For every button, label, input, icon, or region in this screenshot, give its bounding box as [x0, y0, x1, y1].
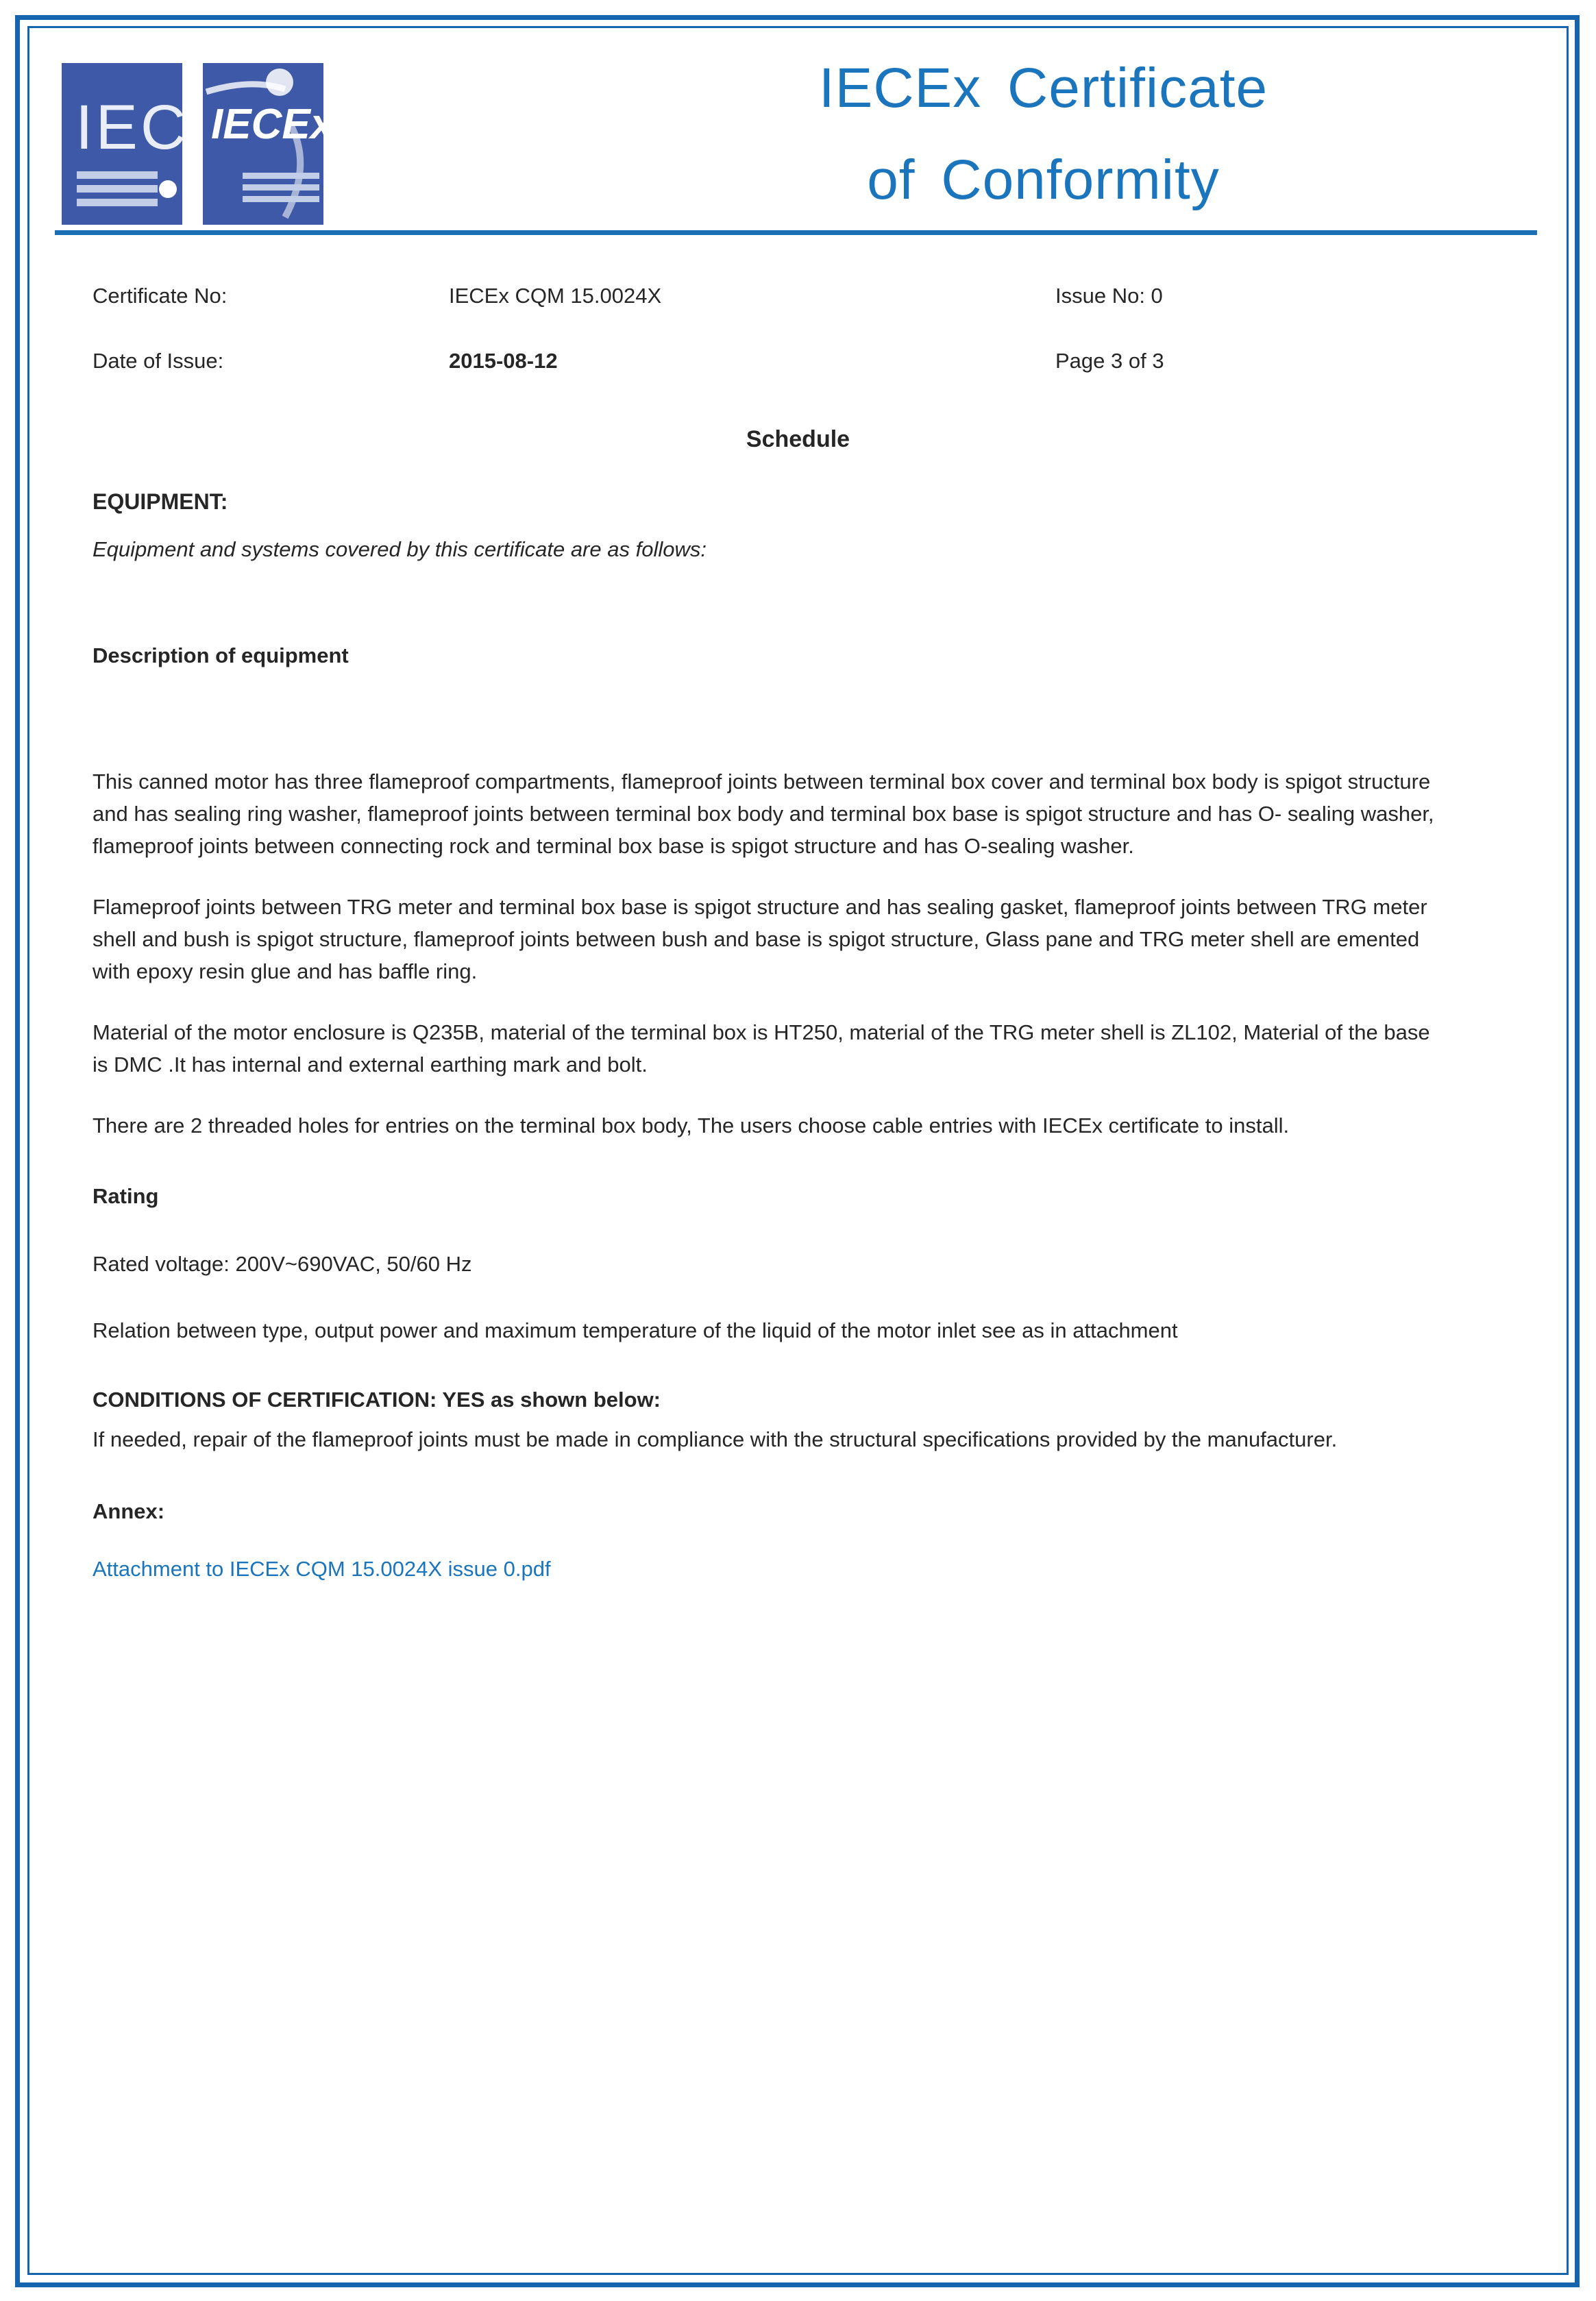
annex-heading: Annex:: [93, 1499, 165, 1523]
annex-attachment-link[interactable]: Attachment to IECEx CQM 15.0024X issue 0.pdf: [93, 1557, 551, 1581]
iec-logo-text: IEC: [75, 93, 182, 162]
equipment-intro: Equipment and systems covered by this certificate are as follows:: [93, 537, 707, 561]
conditions-text: If needed, repair of the flameproof joints must be made in compliance with the structural specifications provided by the manufacturer.: [93, 1427, 1338, 1451]
certificate-no-value: IECEx CQM 15.0024X: [449, 284, 662, 308]
certificate-no-label: Certificate No:: [93, 284, 228, 308]
description-paragraph: There are 2 threaded holes for entries on the terminal box body, The users choose cable entries with IECEx certificate to install.: [93, 1113, 1290, 1137]
iecex-logo-icon: [203, 63, 323, 228]
iec-logo-dot: [159, 180, 177, 198]
certificate-title-line1: IECEx Certificate: [818, 57, 1268, 119]
rating-relation: Relation between type, output power and maximum temperature of the liquid of the motor inlet see as in attachment: [93, 1318, 1178, 1342]
page-info: Page 3 of 3: [1055, 349, 1164, 373]
description-paragraph: Flameproof joints between TRG meter and terminal box base is spigot structure and has sealing gasket, flameproof joints between TRG meter shell and bush is spigot structure, flameproof joints between bush and base is spigot structure, Glass pane and TRG meter shell are emented with epoxy resin glue and has baffle ring.: [93, 895, 1427, 983]
rating-heading: Rating: [93, 1184, 159, 1208]
header-logos: [62, 63, 323, 228]
iecex-logo-text: IECEx: [211, 101, 323, 148]
rating-voltage: Rated voltage: 200V~690VAC, 50/60 Hz: [93, 1252, 472, 1276]
certificate-title: [548, 42, 1538, 226]
document-body: [93, 488, 1442, 1585]
schedule-heading: Schedule: [746, 426, 850, 452]
header-divider: [55, 230, 1537, 235]
description-paragraph: This canned motor has three flameproof compartments, flameproof joints between terminal box cover and terminal box body is spigot structure and has sealing ring washer, flameproof joints between terminal box body and terminal box base is spigot structure and has O- sealing washer, flameproof joints between connecting rock and terminal box base is spigot structure and has O-sealing washer.: [93, 770, 1434, 858]
conditions-heading: CONDITIONS OF CERTIFICATION: YES as shown below:: [93, 1388, 661, 1412]
iec-logo-icon: [62, 63, 182, 228]
equipment-heading: EQUIPMENT:: [93, 489, 228, 514]
description-paragraph: Material of the motor enclosure is Q235B, material of the terminal box is HT250, material of the TRG meter shell is ZL102, Material of the base is DMC .It has internal and external earthing mark and bolt.: [93, 1020, 1430, 1076]
date-of-issue-value: 2015-08-12: [449, 349, 558, 373]
description-heading: Description of equipment: [93, 643, 349, 667]
certificate-title-line2: of Conformity: [867, 149, 1220, 211]
date-of-issue-label: Date of Issue:: [93, 349, 224, 373]
issue-no: Issue No: 0: [1055, 284, 1163, 308]
